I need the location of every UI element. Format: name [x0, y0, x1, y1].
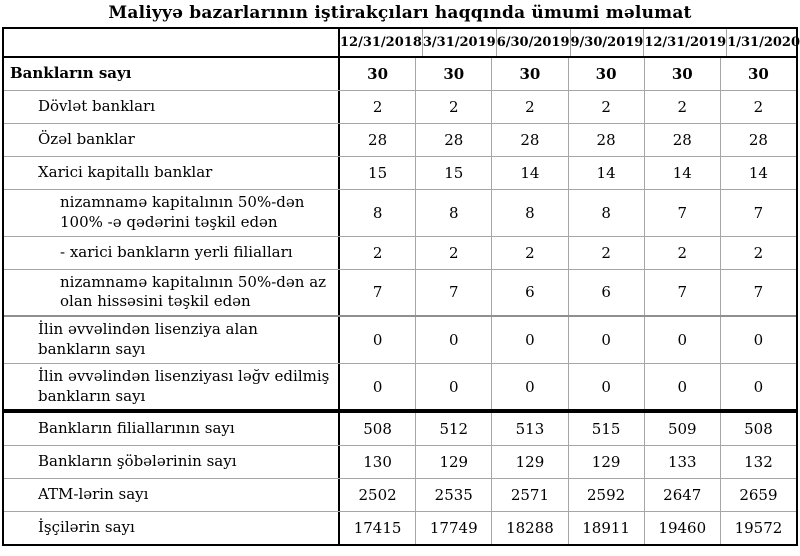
value-cell: 19572 — [720, 512, 796, 544]
value-cell: 0 — [720, 317, 796, 363]
table-row — [4, 317, 796, 363]
value-cell: 0 — [372, 377, 383, 396]
value-cell: 2 — [644, 237, 720, 269]
value-cell: 14 — [491, 157, 567, 189]
value-cell: 15 — [415, 157, 491, 189]
table-row — [4, 156, 796, 189]
value-cell: 14 — [644, 157, 720, 189]
value-cell: 0 — [415, 317, 491, 363]
value-cell: 0 — [491, 364, 567, 410]
value-cell: 14 — [568, 157, 644, 189]
value-cell: 2 — [372, 243, 383, 262]
value-cell: 2592 — [568, 479, 644, 511]
value-cell: 8 — [568, 190, 644, 236]
value-cell: 7 — [720, 270, 796, 316]
row-label: Bankların sayı — [4, 58, 340, 90]
value-cell: 509 — [644, 413, 720, 445]
value-cell: 2502 — [358, 486, 397, 505]
value-cell: 2535 — [415, 479, 491, 511]
row-label: Bankların şöbələrinin sayı — [4, 446, 340, 478]
value-cell: 0 — [720, 364, 796, 410]
value-cell: 2 — [644, 91, 720, 123]
column-header: 1/31/2020 — [726, 29, 800, 56]
value-cell: 2 — [720, 91, 796, 123]
value-cell: 508 — [720, 413, 796, 445]
table-row — [4, 511, 796, 544]
value-cell: 2 — [372, 98, 383, 116]
row-label: Bankların filiallarının sayı — [4, 413, 340, 445]
data-table — [2, 27, 798, 546]
value-cell: 7 — [644, 190, 720, 236]
value-cell: 18911 — [568, 512, 644, 544]
value-cell: 17749 — [415, 512, 491, 544]
value-cell: 28 — [720, 124, 796, 156]
row-label: nizamnamə kapitalının 50%-dən az olan hissəsini təşkil edən — [4, 270, 340, 316]
column-header: 9/30/2019 — [570, 29, 644, 56]
value-cell: 30 — [644, 58, 720, 90]
table-row — [4, 445, 796, 478]
value-cell: 15 — [368, 164, 388, 182]
value-cell: 0 — [568, 317, 644, 363]
table-header-row — [4, 29, 800, 58]
value-cell: 30 — [491, 58, 567, 90]
value-cell: 2 — [568, 237, 644, 269]
table-row — [4, 363, 796, 410]
value-cell: 19460 — [644, 512, 720, 544]
value-cell: 0 — [415, 364, 491, 410]
value-cell: 30 — [415, 58, 491, 90]
value-cell: 28 — [368, 131, 388, 149]
table-row — [4, 58, 796, 90]
value-cell: 129 — [415, 446, 491, 478]
value-cell: 2 — [415, 237, 491, 269]
value-cell: 8 — [372, 203, 383, 222]
value-cell: 0 — [568, 364, 644, 410]
value-cell: 2647 — [644, 479, 720, 511]
row-label: nizamnamə kapitalının 50%-dən 100% -ə qədərini təşkil edən — [4, 190, 340, 236]
value-cell: 508 — [363, 420, 392, 439]
value-cell: 2 — [491, 237, 567, 269]
value-cell: 133 — [644, 446, 720, 478]
row-label: Xarici kapitallı banklar — [4, 157, 340, 189]
value-cell: 28 — [568, 124, 644, 156]
value-cell: 2 — [491, 91, 567, 123]
value-cell: 129 — [568, 446, 644, 478]
column-header: 12/31/2018 — [340, 35, 422, 50]
table-row — [4, 189, 796, 236]
table-body — [4, 58, 796, 544]
row-label: İşçilərin sayı — [4, 512, 340, 544]
table-row — [4, 413, 796, 445]
column-header: 3/31/2019 — [422, 29, 496, 56]
column-header: 6/30/2019 — [496, 29, 570, 56]
value-cell: 2659 — [720, 479, 796, 511]
page-title: Maliyyə bazarlarının iştirakçıları haqqında ümumi məlumat — [108, 3, 692, 23]
value-cell: 14 — [720, 157, 796, 189]
value-cell: 28 — [415, 124, 491, 156]
value-cell: 30 — [720, 58, 796, 90]
row-label: Özəl banklar — [4, 124, 340, 156]
value-cell: 17415 — [353, 519, 402, 538]
value-cell: 129 — [491, 446, 567, 478]
value-cell: 0 — [491, 317, 567, 363]
value-cell: 0 — [644, 364, 720, 410]
row-label: Dövlət bankları — [4, 91, 340, 123]
value-cell: 18288 — [491, 512, 567, 544]
value-cell: 30 — [568, 58, 644, 90]
row-label: - xarici bankların yerli filialları — [4, 237, 340, 269]
table-row — [4, 478, 796, 511]
value-cell: 0 — [644, 317, 720, 363]
value-cell: 513 — [491, 413, 567, 445]
row-label: ATM-lərin sayı — [4, 479, 340, 511]
value-cell: 6 — [568, 270, 644, 316]
value-cell: 6 — [491, 270, 567, 316]
value-cell: 2 — [720, 237, 796, 269]
header-empty-cell — [4, 29, 340, 56]
value-cell: 7 — [644, 270, 720, 316]
value-cell: 512 — [415, 413, 491, 445]
value-cell: 132 — [720, 446, 796, 478]
value-cell: 7 — [720, 190, 796, 236]
table-row — [4, 269, 796, 316]
table-row — [4, 236, 796, 269]
row-label: İlin əvvəlindən lisenziya alan bankların sayı — [4, 317, 340, 363]
row-label: İlin əvvəlindən lisenziyası ləğv edilmiş bankların sayı — [4, 364, 340, 410]
value-cell: 7 — [372, 283, 383, 302]
value-cell: 28 — [644, 124, 720, 156]
value-cell: 2571 — [491, 479, 567, 511]
table-row — [4, 123, 796, 156]
column-header: 12/31/2019 — [643, 29, 726, 56]
value-cell: 0 — [372, 330, 383, 349]
value-cell: 2 — [415, 91, 491, 123]
value-cell: 30 — [367, 65, 389, 83]
value-cell: 515 — [568, 413, 644, 445]
value-cell: 28 — [491, 124, 567, 156]
value-cell: 8 — [491, 190, 567, 236]
table-row — [4, 90, 796, 123]
value-cell: 2 — [568, 91, 644, 123]
value-cell: 8 — [415, 190, 491, 236]
value-cell: 7 — [415, 270, 491, 316]
value-cell: 130 — [363, 453, 392, 472]
